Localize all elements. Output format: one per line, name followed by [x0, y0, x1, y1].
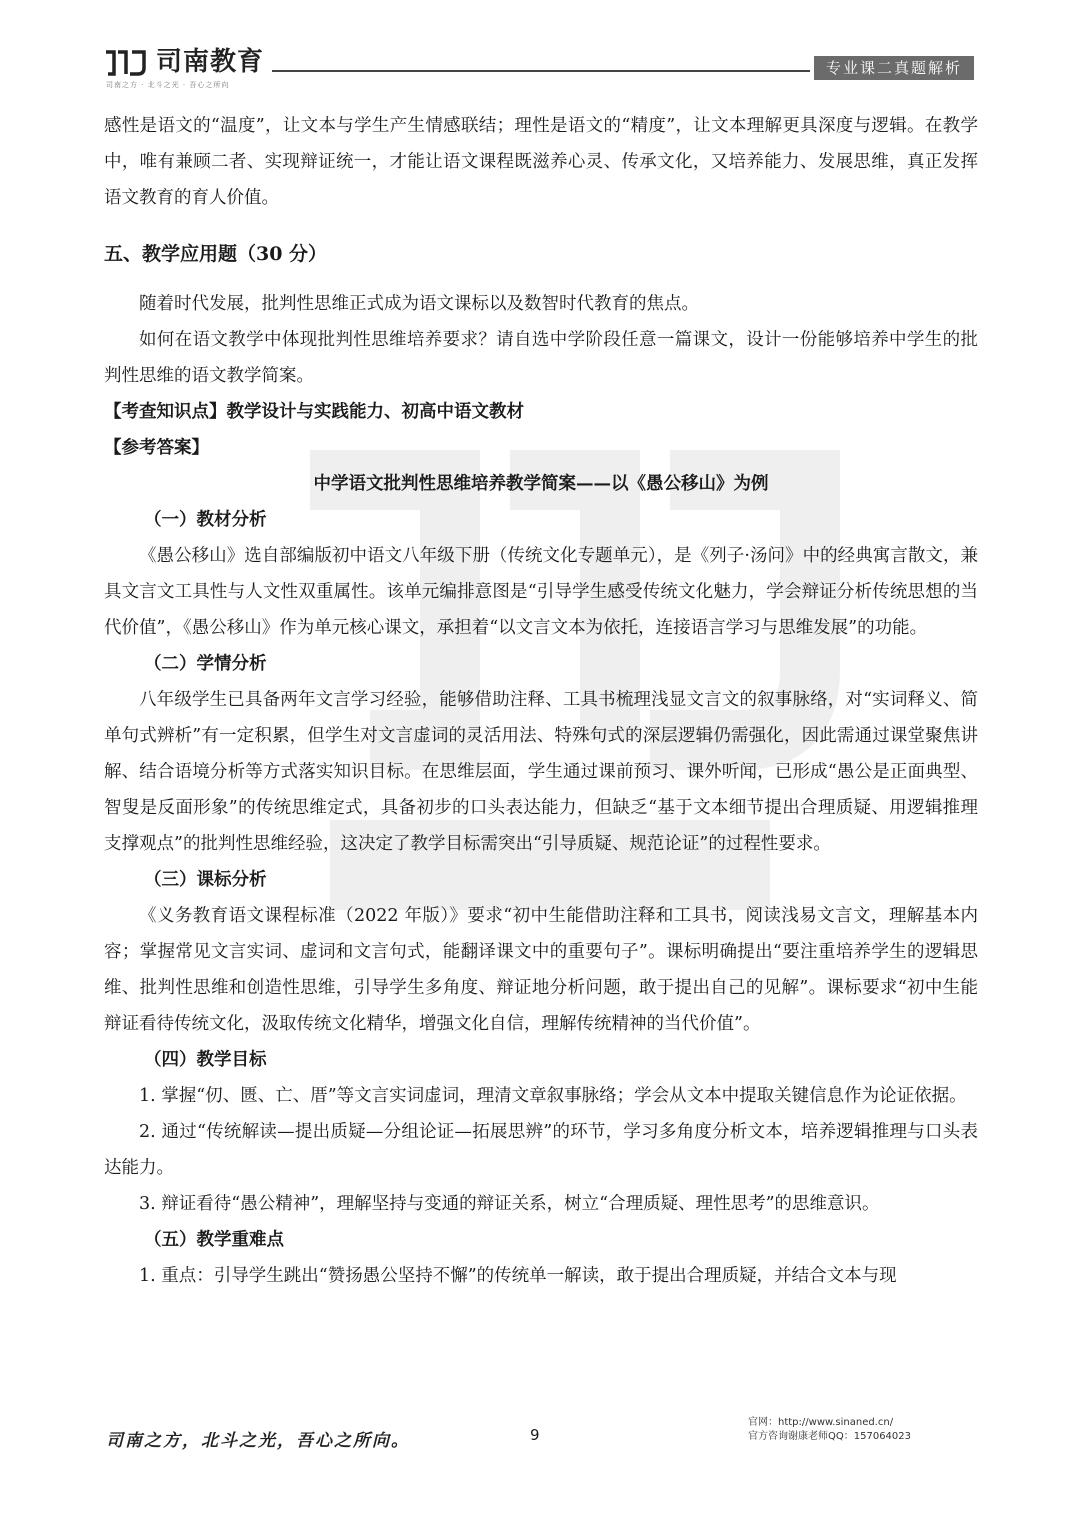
subsection-text: 《愚公移山》选自部编版初中语文八年级下册（传统文化专题单元），是《列子·汤问》中的经典寓言散文，兼具文言文工具性与人文性双重属性。该单元编排意图是“引导学生感受传统文化魅力，学会辩证分析传统思想的当代价值”，《愚公移山》作为单元核心课文，承担着“以文言文本为依托，连接语言学习与思维发展”的功能。	[104, 546, 978, 638]
lesson-plan-title: 中学语文批判性思维培养教学简案——以《愚公移山》为例	[313, 474, 769, 494]
answer-label: 【参考答案】	[104, 438, 209, 458]
page-number: 9	[530, 1426, 540, 1444]
logo-mark-icon	[104, 48, 150, 78]
subsection-title: （四）教学目标	[144, 1050, 267, 1070]
qq-contact: 官方咨询谢康老师QQ：157064023	[748, 1431, 912, 1442]
subsection-title: （五）教学重难点	[144, 1230, 284, 1250]
subsection-text: 八年级学生已具备两年文言学习经验，能够借助注释、工具书梳理浅显文言文的叙事脉络，对“实词释义、简单句式辨析”有一定积累，但学生对文言虚词的灵活用法、特殊句式的深层逻辑仍需强化，因此需通过课堂聚焦讲解、结合语境分析等方式落实知识目标。在思维层面，学生通过课前预习、课外听闻，已形成“愚公是正面典型、智叟是反面形象”的传统思维定式，具备初步的口头表达能力，但缺乏“基于文本细节提出合理质疑、用逻辑推理支撑观点”的批判性思维经验，这决定了教学目标需突出“引导质疑、规范论证”的过程性要求。	[104, 690, 978, 854]
section-title: 五、教学应用题（30 分）	[104, 243, 328, 265]
footer-contact	[748, 1416, 911, 1444]
subsection-title: （三）课标分析	[144, 870, 267, 890]
goal-item: 3. 辩证看待“愚公精神”，理解坚持与变通的辩证关系，树立“合理质疑、理性思考”的思维意识。	[139, 1194, 880, 1214]
goal-item: 2. 通过“传统解读—提出质疑—分组论证—拓展思辨”的环节，学习多角度分析文本，培养逻辑推理与口头表达能力。	[104, 1122, 978, 1178]
knowledge-point: 【考查知识点】教学设计与实践能力、初高中语文教材	[104, 402, 524, 422]
document-body	[104, 108, 978, 1294]
section-badge: 专业课二真题解析	[814, 56, 974, 80]
question-line: 随着时代发展，批判性思维正式成为语文课标以及数智时代教育的焦点。	[139, 294, 699, 314]
key-point-item: 1. 重点：引导学生跳出“赞扬愚公坚持不懈”的传统单一解读，敢于提出合理质疑，并结合文本与现	[139, 1266, 897, 1286]
subsection-title: （二）学情分析	[144, 654, 267, 674]
subsection-title: （一）教材分析	[144, 510, 267, 530]
brand-slogan: 司南之方 · 北斗之光 · 吾心之所向	[106, 81, 230, 89]
footer-motto: 司南之方，北斗之光，吾心之所向。	[106, 1431, 410, 1451]
brand-name: 司南教育	[156, 47, 265, 77]
paragraph-continuation: 感性是语文的“温度”，让文本与学生产生情感联结；理性是语文的“精度”，让文本理解更具深度与逻辑。在教学中，唯有兼顾二者、实现辩证统一，才能让语文课程既滋养心灵、传承文化，又培养能力、发展思维，真正发挥语文教育的育人价值。	[104, 116, 978, 208]
goal-item: 1. 掌握“仞、匮、亡、厝”等文言实词虚词，理清文章叙事脉络；学会从文本中提取关键信息作为论证依据。	[139, 1086, 967, 1106]
page-header	[0, 0, 1080, 100]
question-line: 如何在语文教学中体现批判性思维培养要求？请自选中学阶段任意一篇课文，设计一份能够培养中学生的批判性思维的语文教学简案。	[104, 330, 978, 386]
subsection-text: 《义务教育语文课程标准（2022 年版）》要求“初中生能借助注释和工具书，阅读浅易文言文，理解基本内容；掌握常见文言实词、虚词和文言句式，能翻译课文中的重要句子”。课标明确提出“要注重培养学生的逻辑思维、批判性思维和创造性思维，引导学生多角度、辩证地分析问题，敢于提出自己的见解”。课标要求“初中生能辩证看待传统文化，汲取传统文化精华，增强文化自信，理解传统精神的当代价值”。	[104, 906, 978, 1034]
header-divider	[272, 70, 810, 72]
page-footer	[0, 1410, 1080, 1470]
brand-logo	[104, 44, 264, 94]
website-link[interactable]: 官网：http://www.sinaned.cn/	[748, 1417, 894, 1428]
